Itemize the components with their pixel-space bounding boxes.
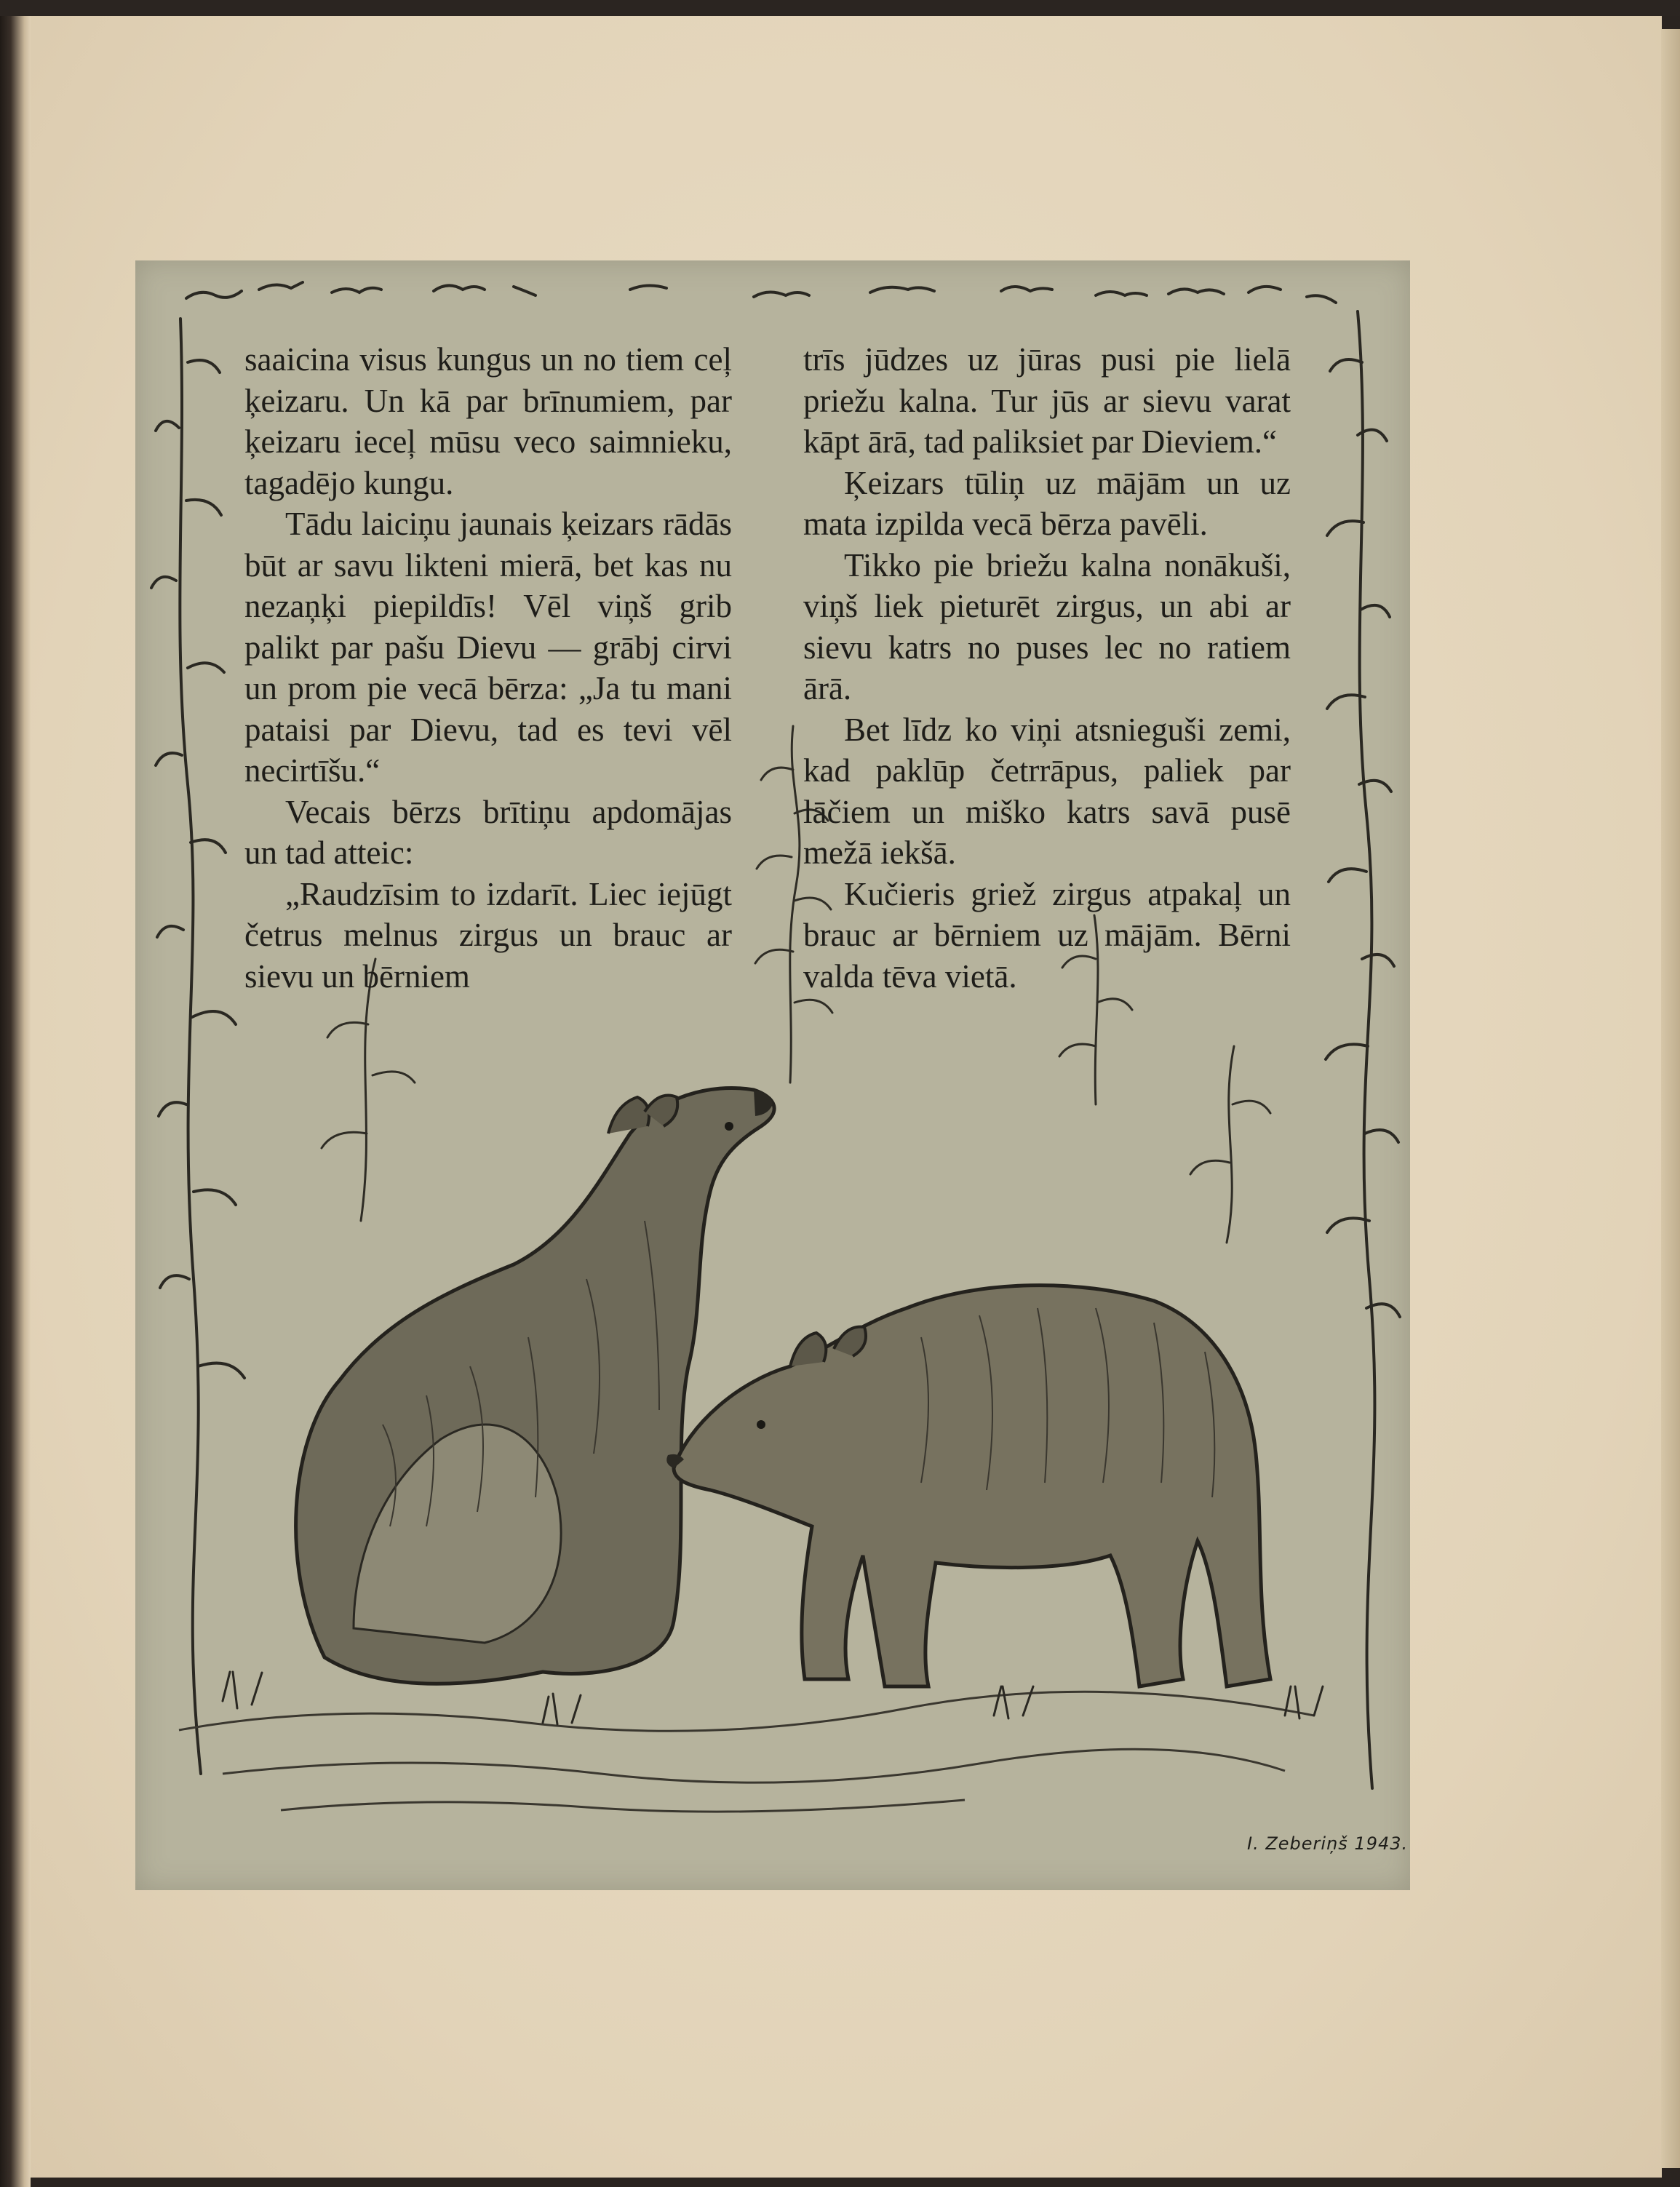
right-vine-border [1326,311,1400,1788]
paragraph: Kučieris griež zirgus atpakaļ un brauc ar bērniem uz mājām. Bērni valda tēva vietā. [803,875,1291,995]
paragraph: Tādu laiciņu jaunais ķeizars rādās būt ar savu likteni mierā, bet kas nu nezaņķi piepildīs! Vēl viņš grib palikt par pašu Dievu — grābj cirvi un prom pie vecā bērza: „Ja tu mani pataisi par Dievu, tad es tevi vēl necirtīšu.“ [244,506,732,789]
standing-bear [666,1286,1270,1686]
page-edge [1661,29,1680,2168]
paragraph: saaicina visus kungus un no tiem ceļ ķeizaru. Un kā par brīnumiem, par ķeizaru ieceļ mūsu veco saimnieku, tagadējo kungu. [244,341,732,501]
text-column-right [803,339,1291,997]
illustration-plate [135,260,1410,1890]
paragraph: Ķeizars tūliņ uz mājām un uz mata izpilda vecā bērza pavēli. [803,464,1291,542]
scan-border [0,0,1680,16]
text-column-left [244,339,732,997]
paragraph: Vecais bērzs brītiņu apdomājas un tad atteic: [244,793,732,871]
ground [179,1692,1314,1812]
artist-signature: I. Zeberiņš 1943. [1247,1833,1409,1854]
sitting-bear [296,1088,775,1684]
book-gutter [0,0,31,2187]
paragraph: trīs jūdzes uz jūras pusi pie lielā priežu kalna. Tur jūs ar sievu varat kāpt ārā, tad paliksiet par Dieviem.“ [803,341,1291,460]
paragraph: Bet līdz ko viņi atsnieguši zemi, kad paklūp četrrāpus, paliek par lāčiem un miško katrs savā pusē mežā iekšā. [803,711,1291,871]
paragraph: Tikko pie briežu kalna nonākuši, viņš liek pieturēt zirgus, un abi ar sievu katrs no puses lec no ratiem ārā. [803,546,1291,706]
left-vine-border [151,319,244,1774]
top-vine-border [186,282,1336,303]
paragraph: „Raudzīsim to izdarīt. Liec iejūgt četrus melnus zirgus un brauc ar sievu un bērniem [244,875,732,995]
